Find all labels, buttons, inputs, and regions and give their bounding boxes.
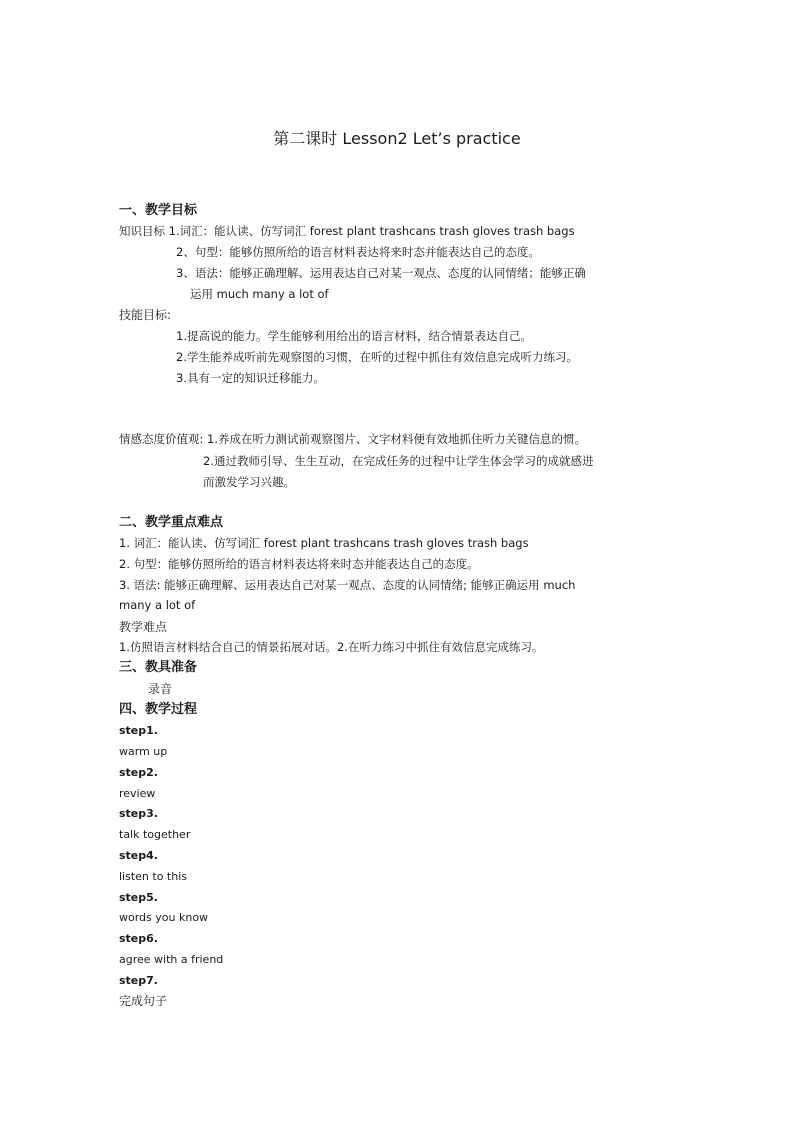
- skill-objective-1: 1.提高说的能力。学生能够利用给出的语言材料，结合情景表达自己。: [176, 329, 532, 343]
- knowledge-objective-2: 2、句型：能够仿照所给的语言材料表达将来时态并能表达自己的态度。: [176, 245, 540, 259]
- step-text: agree with a friend: [119, 953, 224, 966]
- materials-item: 录音: [148, 682, 173, 696]
- page-title: 第二课时 Lesson2 Let’s practice: [273, 129, 521, 148]
- skill-heading: 技能目标:: [119, 308, 172, 322]
- skill-objective-2: 2.学生能养成听前先观察图的习惯，在听的过程中抓住有效信息完成听力练习。: [176, 350, 578, 364]
- step-text: review: [119, 787, 156, 800]
- step-label: step6.: [119, 932, 158, 945]
- skill-objective-3: 3.具有一定的知识迁移能力。: [176, 371, 325, 385]
- emotion-objective-2-cont: 而激发学习兴趣。: [203, 475, 295, 489]
- step-text: listen to this: [119, 870, 188, 883]
- difficulty-item: 1.仿照语言材料结合自己的情景拓展对话。2.在听力练习中抓住有效信息完成练习。: [119, 640, 544, 654]
- section-heading-objectives: 一、教学目标: [119, 203, 198, 218]
- key-point-3: 3. 语法: 能够正确理解、运用表达自己对某一观点、态度的认同情绪; 能够正确运用 much: [119, 578, 576, 592]
- step-label: step5.: [119, 891, 158, 904]
- step-label: step3.: [119, 807, 158, 820]
- knowledge-objective-1: 知识目标 1.词汇：能认读、仿写词汇 forest plant trashcans trash gloves trash bags: [119, 224, 575, 238]
- key-point-3-cont: many a lot of: [119, 598, 196, 612]
- key-point-1: 1. 词汇：能认读、仿写词汇 forest plant trashcans trash gloves trash bags: [119, 536, 529, 550]
- emotion-objective-2: 2.通过教师引导、生生互动，在完成任务的过程中让学生体会学习的成就感进: [203, 454, 594, 468]
- key-point-2: 2. 句型：能够仿照所给的语言材料表达将来时态并能表达自己的态度。: [119, 557, 479, 571]
- step-text: 完成句子: [119, 994, 168, 1008]
- step-text: warm up: [119, 745, 168, 758]
- section-heading-materials: 三、教具准备: [119, 660, 198, 675]
- knowledge-objective-3: 3、语法：能够正确理解、运用表达自己对某一观点、态度的认同情绪；能够正确: [176, 266, 586, 280]
- section-heading-process: 四、教学过程: [119, 702, 198, 717]
- knowledge-objective-3-cont: 运用 much many a lot of: [190, 287, 329, 301]
- emotion-objective-1: 情感态度价值观: 1.养成在听力测试前观察图片、文字材料便有效地抓住听力关键信息的惯。: [119, 432, 586, 446]
- step-text: talk together: [119, 828, 191, 841]
- step-text: words you know: [119, 911, 209, 924]
- step-label: step1.: [119, 724, 158, 737]
- step-label: step2.: [119, 766, 158, 779]
- step-label: step7.: [119, 974, 158, 987]
- section-heading-key-points: 二、教学重点难点: [119, 515, 224, 530]
- step-label: step4.: [119, 849, 158, 862]
- difficulty-heading: 教学难点: [119, 620, 168, 634]
